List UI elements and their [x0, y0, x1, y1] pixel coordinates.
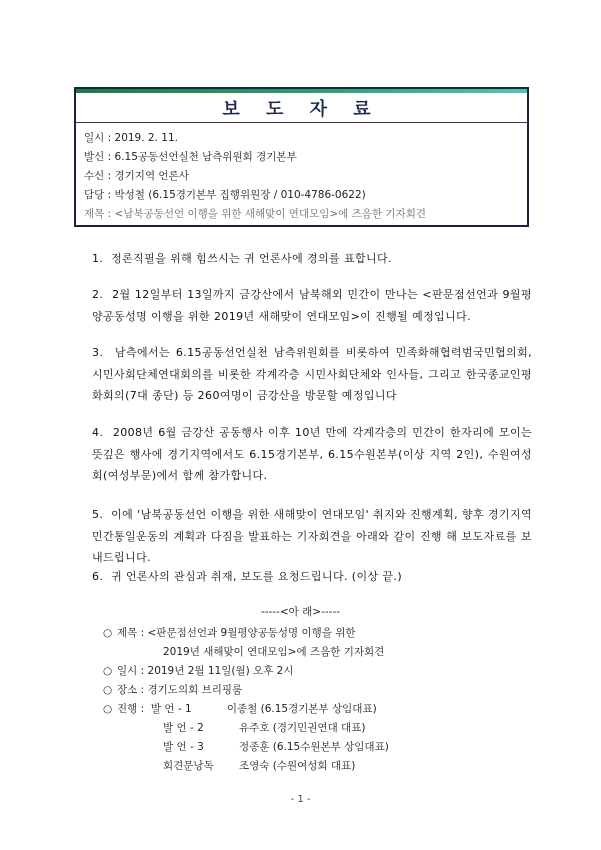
detail-label: 진행 : — [117, 703, 145, 715]
circle-bullet-icon: ○ — [103, 703, 113, 715]
circle-bullet-icon: ○ — [103, 665, 113, 677]
paragraph-1 — [92, 248, 532, 270]
paragraph-text: 2월 12일부터 13일까지 금강산에서 남북해외 민간이 만나는 <판문점선언과 9월평양공동성명 이행을 위한 2019년 새해맞이 연대모임>이 진행될 예정입니다. — [92, 288, 532, 323]
paragraph-number: 5. — [92, 508, 104, 521]
detail-program-3 — [103, 738, 389, 757]
circle-bullet-icon: ○ — [103, 627, 113, 639]
field-label: 담당 — [84, 189, 105, 201]
page-number: - 1 - — [290, 794, 311, 805]
detail-subject-continued — [103, 643, 389, 662]
program-role: 발 언 - 1 — [150, 703, 192, 715]
detail-label: 제목 : — [117, 627, 145, 639]
details-divider: -----<아 래>----- — [260, 606, 341, 618]
program-role: 회견문낭독 — [163, 760, 214, 772]
program-person: 조영숙 (수원여성회 대표) — [239, 760, 356, 772]
circle-bullet-icon: ○ — [103, 684, 113, 696]
field-label: 일시 — [84, 132, 105, 144]
paragraph-4 — [92, 422, 532, 487]
field-label: 발신 — [84, 151, 105, 163]
field-value: 경기지역 언론사 — [114, 170, 189, 182]
field-label: 수신 — [84, 170, 105, 182]
paragraph-6 — [92, 566, 532, 588]
detail-subject — [103, 624, 389, 643]
paragraph-text: 2008년 6월 금강산 공동행사 이후 10년 만에 각계각층의 민간이 한자리에 모이는 뜻깊은 행사에 경기지역에서도 6.15경기본부, 6.15수원본부(이상 지역 2인), 수원여성회(여성부문)에서 함께 참가합니다. — [92, 426, 532, 482]
header-fields — [84, 129, 521, 224]
paragraph-number: 1. — [92, 252, 104, 265]
paragraph-text: 이에 '남북공동선언 이행을 위한 새해맞이 연대모임' 취지와 진행계획, 향후 경기지역 민간통일운동의 계획과 다짐을 발표하는 기자회견을 아래와 같이 진행 해 보도자료를 보내드립니다. — [92, 508, 533, 564]
paragraph-text: 남측에서는 6.15공동선언실천 남측위원회를 비롯하여 민족화해협력범국민협의회, 시민사회단체연대회의를 비롯한 각계각층 시민사회단체와 인사들, 그리고 한국종교인평화회의(7대 종단) 등 260여명이 금강산을 방문할 예정입니다 — [92, 346, 532, 402]
program-person: 유주호 (경기민권연대 대표) — [239, 722, 366, 734]
program-person: 이종철 (6.15경기본부 상임대표) — [226, 703, 377, 715]
paragraph-text: 정론직필을 위해 힘쓰시는 귀 언론사에 경의를 표합니다. — [111, 252, 392, 265]
detail-date — [103, 662, 389, 681]
paragraph-5 — [92, 504, 532, 569]
field-label: 제목 — [84, 208, 105, 220]
field-value: 박성철 (6.15경기본부 집행위원장 / 010-4786-0622) — [114, 189, 366, 201]
detail-value: 2019년 2월 11일(월) 오후 2시 — [147, 665, 294, 677]
paragraph-text: 귀 언론사의 관심과 취재, 보도를 요청드립니다. (이상 끝.) — [111, 570, 403, 583]
paragraph-number: 3. — [92, 346, 104, 359]
details-list — [103, 624, 389, 776]
detail-label: 일시 : — [117, 665, 145, 677]
detail-place — [103, 681, 389, 700]
paragraph-number: 4. — [92, 426, 104, 439]
field-value: 2019. 2. 11. — [114, 132, 178, 144]
detail-value: <판문점선언과 9월평양공동성명 이행을 위한 — [147, 627, 356, 639]
detail-value: 2019년 새해맞이 연대모임>에 즈음한 기자회견 — [163, 646, 385, 658]
field-sender: 발신 : 6.15공동선언실천 남측위원회 경기본부 — [84, 151, 297, 163]
field-contact: 담당 : 박성철 (6.15경기본부 집행위원장 / 010-4786-0622) — [84, 189, 366, 201]
program-person: 정종훈 (6.15수원본부 상임대표) — [239, 741, 389, 753]
field-value: 6.15공동선언실천 남측위원회 경기본부 — [114, 151, 297, 163]
paragraph-3 — [92, 342, 532, 407]
press-release-header — [74, 87, 529, 227]
paragraph-2 — [92, 284, 532, 327]
field-value: <남북공동선언 이행을 위한 새해맞이 연대모임>에 즈음한 기자회견 — [114, 208, 426, 220]
field-recipient: 수신 : 경기지역 언론사 — [84, 170, 189, 182]
field-date: 일시 : 2019. 2. 11. — [84, 132, 178, 144]
detail-value: 경기도의회 브리핑룸 — [147, 684, 243, 696]
program-role: 발 언 - 2 — [163, 722, 204, 734]
field-subject: 제목 : <남북공동선언 이행을 위한 새해맞이 연대모임>에 즈음한 기자회견 — [84, 208, 426, 220]
paragraph-number: 6. — [92, 570, 104, 583]
detail-label: 장소 : — [117, 684, 145, 696]
document-title: 보 도 자 료 — [76, 93, 527, 123]
paragraph-number: 2. — [92, 288, 104, 301]
detail-program-2 — [103, 719, 389, 738]
detail-program-1 — [103, 700, 389, 719]
program-role: 발 언 - 3 — [163, 741, 204, 753]
detail-program-4 — [103, 757, 389, 776]
